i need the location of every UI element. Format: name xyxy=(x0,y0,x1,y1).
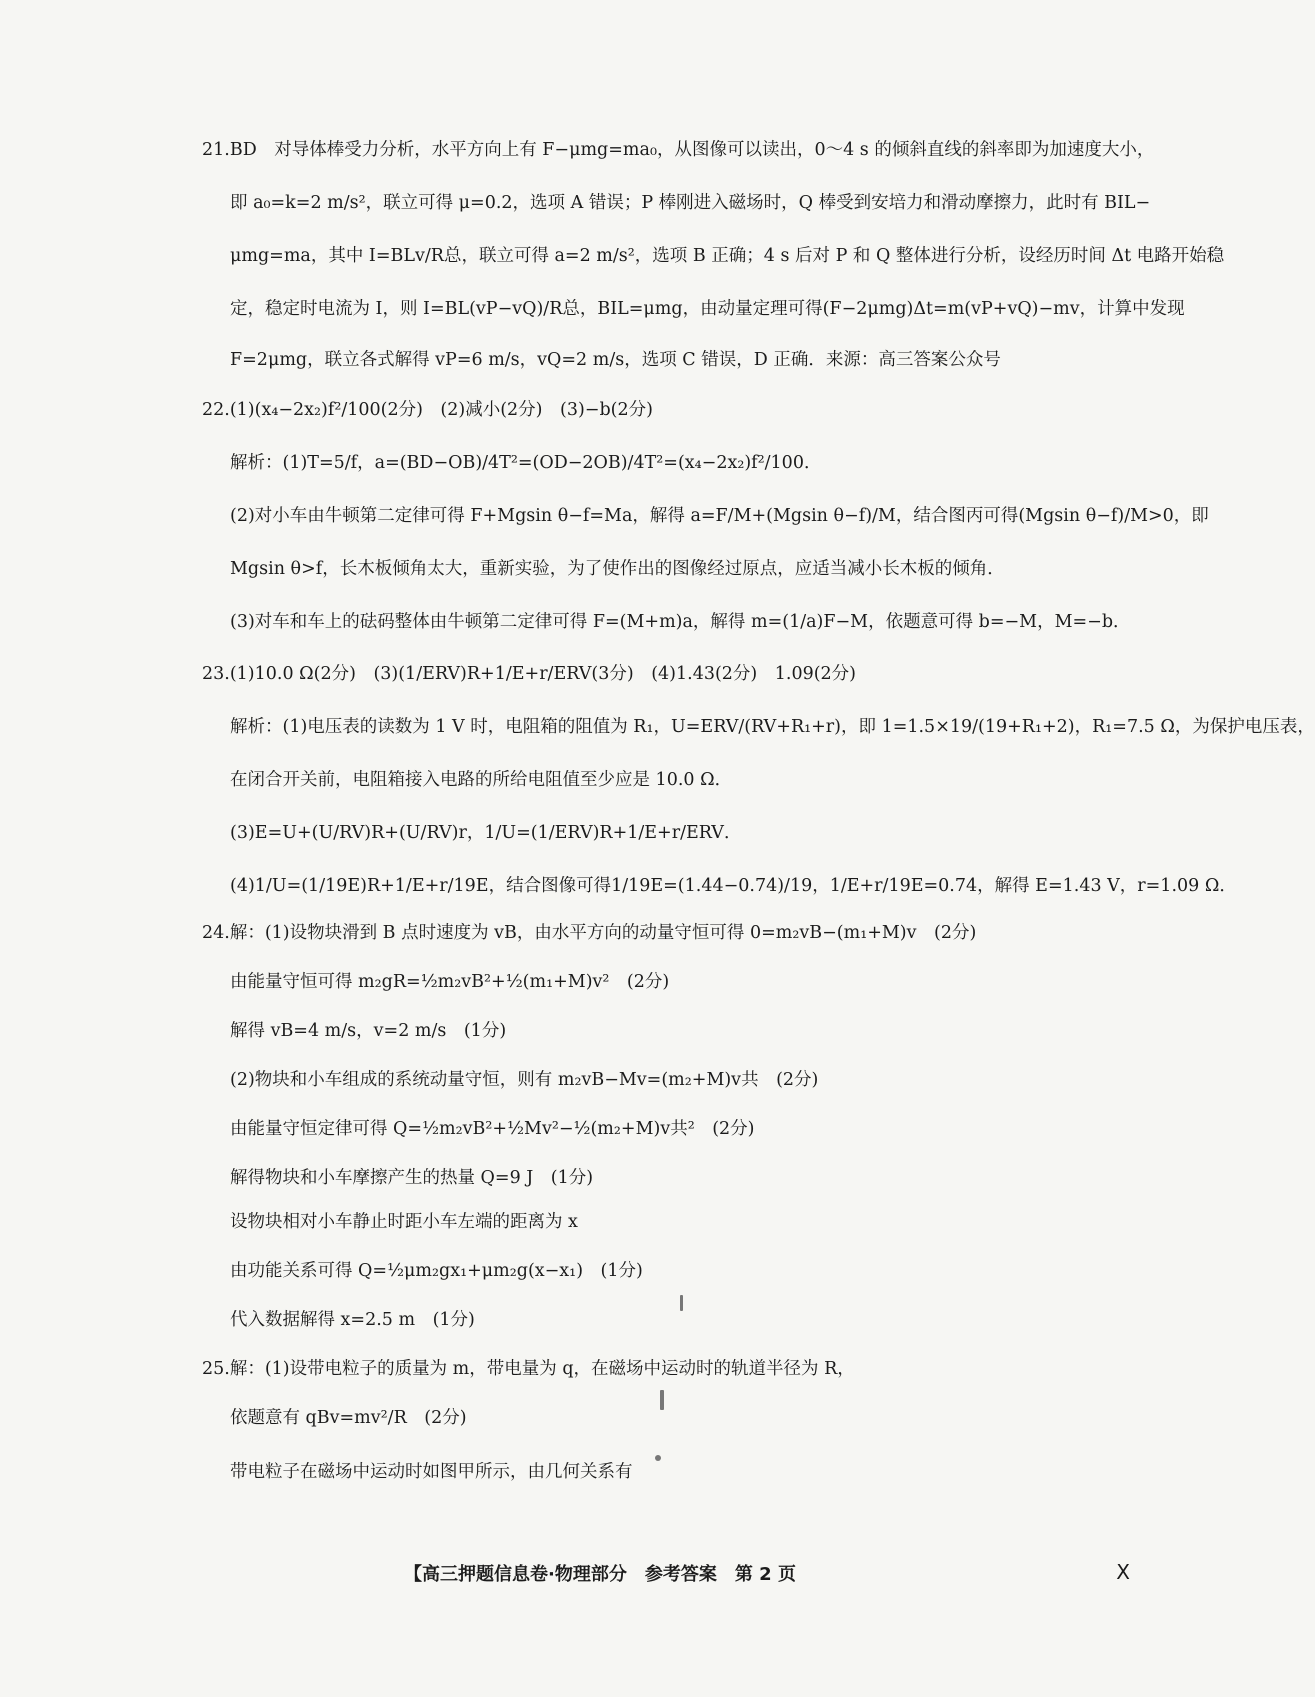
answer-text-line: 即 a₀=k=2 m/s²，联立可得 μ=0.2，选项 A 错误；P 棒刚进入磁场时，Q 棒受到安培力和滑动摩擦力，此时有 BIL− xyxy=(230,193,1151,213)
answer-text-line: 由功能关系可得 Q=½μm₂gx₁+μm₂g(x−x₁) (1分) xyxy=(230,1261,643,1281)
answer-text-line: 定，稳定时电流为 I，则 I=BL(vP−vQ)/R总，BIL=μmg，由动量定理可得(F−2μmg)Δt=m(vP+vQ)−mv，计算中发现 xyxy=(230,299,1185,319)
answer-text-line: (4)1/U=(1/19E)R+1/E+r/19E，结合图像可得1/19E=(1.44−0.74)/19，1/E+r/19E=0.74，解得 E=1.43 V，r=1.09 Ω． xyxy=(230,876,1237,896)
corner-mark: X xyxy=(1116,1560,1130,1584)
scan-speck xyxy=(655,1455,661,1461)
answer-text-line: 解析：(1)电压表的读数为 1 V 时，电阻箱的阻值为 R₁，U=ERV/(RV+R₁+r)，即 1=1.5×19/(19+R₁+2)，R₁=7.5 Ω，为保护电压表， xyxy=(230,717,1315,737)
scan-speck xyxy=(660,1390,664,1410)
answer-text-line: 依题意有 qBv=mv²/R (2分) xyxy=(230,1408,467,1428)
answer-text-line: 解得物块和小车摩擦产生的热量 Q=9 J (1分) xyxy=(230,1168,594,1188)
answer-text-line: (3)对车和车上的砝码整体由牛顿第二定律可得 F=(M+m)a，解得 m=(1/a)F−M，依题意可得 b=−M，M=−b． xyxy=(230,612,1131,632)
answer-text-line: Mgsin θ>f，长木板倾角太大，重新实验，为了使作出的图像经过原点，应适当减小长木板的倾角． xyxy=(230,559,1005,579)
answer-text-line: 解析：(1)T=5/f，a=(BD−OB)/4T²=(OD−2OB)/4T²=(x₄−2x₂)f²/100． xyxy=(230,453,822,473)
question-answer-line: 25.解：(1)设带电粒子的质量为 m，带电量为 q，在磁场中运动时的轨道半径为 R， xyxy=(202,1359,855,1379)
answer-text-line: 由能量守恒可得 m₂gR=½m₂vB²+½(m₁+M)v² (2分) xyxy=(230,972,670,992)
answer-text-line: 由能量守恒定律可得 Q=½m₂vB²+½Mv²−½(m₂+M)v共² (2分) xyxy=(230,1119,755,1139)
answer-text-line: 在闭合开关前，电阻箱接入电路的所给电阻值至少应是 10.0 Ω． xyxy=(230,770,733,790)
answer-text-line: 解得 vB=4 m/s，v=2 m/s (1分) xyxy=(230,1021,507,1041)
answer-text-line: μmg=ma，其中 I=BLv/R总，联立可得 a=2 m/s²，选项 B 正确；4 s 后对 P 和 Q 整体进行分析，设经历时间 Δt 电路开始稳 xyxy=(230,246,1225,266)
question-answer-line: 21.BD 对导体棒受力分析，水平方向上有 F−μmg=ma₀，从图像可以读出，0～4 s 的倾斜直线的斜率即为加速度大小， xyxy=(202,140,1155,160)
answer-text-line: (2)物块和小车组成的系统动量守恒，则有 m₂vB−Mv=(m₂+M)v共 (2分) xyxy=(230,1070,819,1090)
question-answer-line: 24.解：(1)设物块滑到 B 点时速度为 vB，由水平方向的动量守恒可得 0=m₂vB−(m₁+M)v (2分) xyxy=(202,923,977,943)
page-footer: 【高三押题信息卷·物理部分 参考答案 第 2 页 xyxy=(404,1564,796,1585)
answer-text-line: (3)E=U+(U/RV)R+(U/RV)r，1/U=(1/ERV)R+1/E+r/ERV． xyxy=(230,823,742,843)
question-answer-line: 23.(1)10.0 Ω(2分) (3)(1/ERV)R+1/E+r/ERV(3分) (4)1.43(2分) 1.09(2分) xyxy=(202,664,857,684)
question-answer-line: 22.(1)(x₄−2x₂)f²/100(2分) (2)减小(2分) (3)−b(2分) xyxy=(202,400,653,420)
answer-text-line: 设物块相对小车静止时距小车左端的距离为 x xyxy=(230,1212,578,1232)
answer-text-line: F=2μmg，联立各式解得 vP=6 m/s，vQ=2 m/s，选项 C 错误，D 正确．来源：高三答案公众号 xyxy=(230,350,1001,370)
answer-text-line: (2)对小车由牛顿第二定律可得 F+Mgsin θ−f=Ma，解得 a=F/M+(Mgsin θ−f)/M，结合图丙可得(Mgsin θ−f)/M>0，即 xyxy=(230,506,1209,526)
answer-text-line: 代入数据解得 x=2.5 m (1分) xyxy=(230,1310,475,1330)
answer-text-line: 带电粒子在磁场中运动时如图甲所示，由几何关系有 xyxy=(230,1462,633,1482)
scan-speck xyxy=(680,1295,683,1311)
